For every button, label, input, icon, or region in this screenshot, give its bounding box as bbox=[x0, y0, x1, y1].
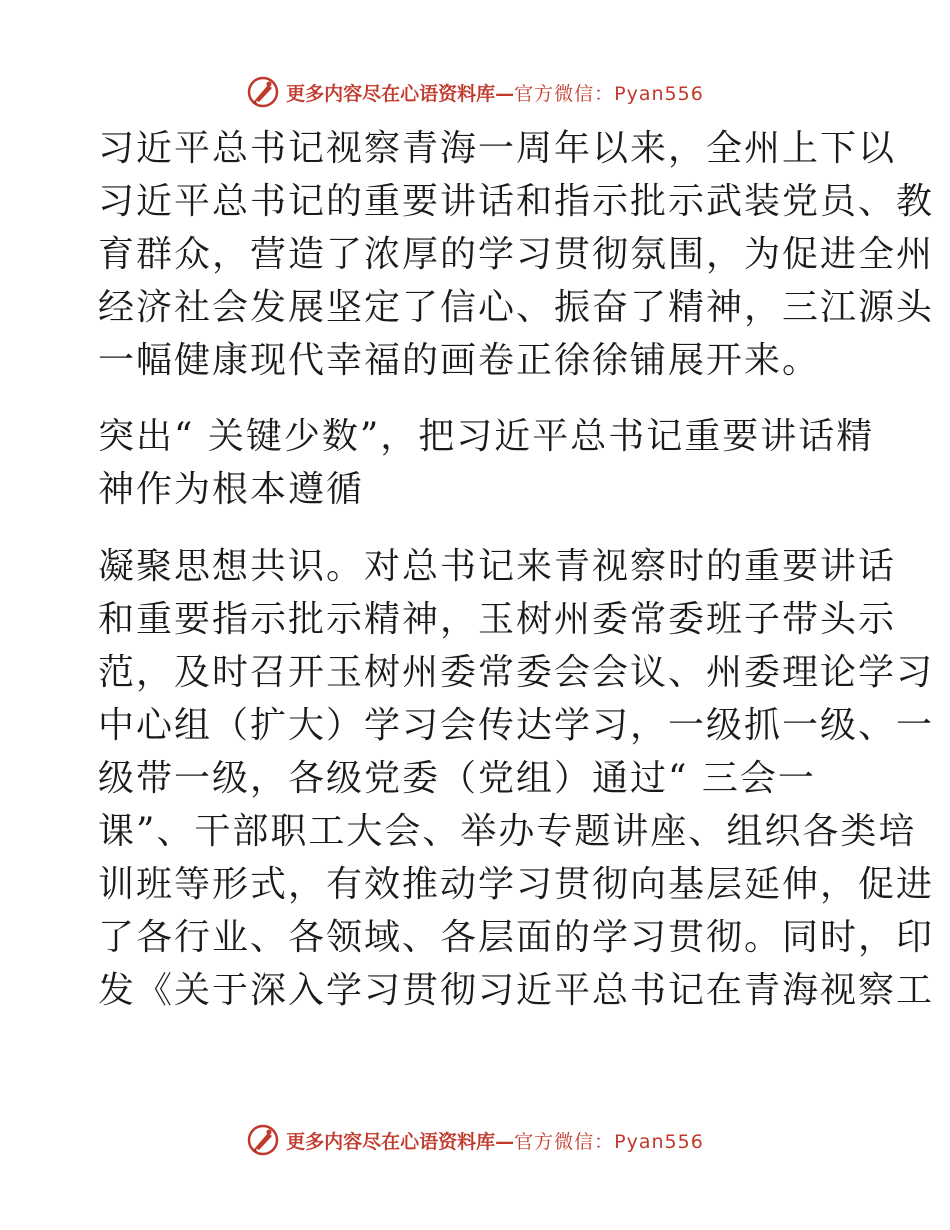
text-line: 突出“ 关键少数”，把习近平总书记重要讲话精 bbox=[98, 416, 875, 457]
text-line: 范，及时召开玉树州委常委会会议、州委理论学习 bbox=[98, 652, 935, 693]
header-watermark bbox=[0, 72, 950, 112]
text-line: 习近平总书记视察青海一周年以来，全州上下以 bbox=[98, 128, 897, 169]
section-heading bbox=[98, 410, 875, 516]
text-line: 课”、干部职工大会、举办专题讲座、组织各类培 bbox=[98, 811, 917, 852]
text-line: 训班等形式，有效推动学习贯彻向基层延伸，促进 bbox=[98, 864, 935, 905]
watermark-text-left: 更多内容尽在心语资料库— bbox=[286, 1130, 515, 1153]
text-line: 习近平总书记的重要讲话和指示批示武装党员、教 bbox=[98, 181, 935, 222]
text-line: 级带一级，各级党委（党组）通过“ 三会一 bbox=[98, 758, 816, 799]
paragraph-intro bbox=[98, 122, 935, 387]
pen-logo-icon bbox=[246, 75, 280, 109]
text-line: 育群众，营造了浓厚的学习贯彻氛围，为促进全州 bbox=[98, 234, 935, 275]
text-line: 凝聚思想共识。对总书记来青视察时的重要讲话 bbox=[98, 546, 897, 587]
pen-logo-icon bbox=[246, 1123, 280, 1157]
paragraph-consensus bbox=[98, 540, 935, 1017]
text-line: 神作为根本遵循 bbox=[98, 469, 365, 510]
text-line: 中心组（扩大）学习会传达学习，一级抓一级、一 bbox=[98, 705, 935, 746]
text-line: 和重要指示批示精神，玉树州委常委班子带头示 bbox=[98, 599, 897, 640]
text-line: 经济社会发展坚定了信心、振奋了精神，三江源头 bbox=[98, 287, 935, 328]
text-line: 发《关于深入学习贯彻习近平总书记在青海视察工 bbox=[98, 970, 935, 1011]
text-line: 一幅健康现代幸福的画卷正徐徐铺展开来。 bbox=[98, 340, 821, 381]
watermark-text-left: 更多内容尽在心语资料库— bbox=[286, 82, 515, 105]
watermark-text-right: 官方微信：Pyan556 bbox=[514, 82, 704, 105]
document-body bbox=[98, 122, 935, 1017]
watermark-text-right: 官方微信：Pyan556 bbox=[514, 1130, 704, 1153]
footer-watermark bbox=[0, 1120, 950, 1160]
text-line: 了各行业、各领域、各层面的学习贯彻。同时，印 bbox=[98, 917, 935, 958]
